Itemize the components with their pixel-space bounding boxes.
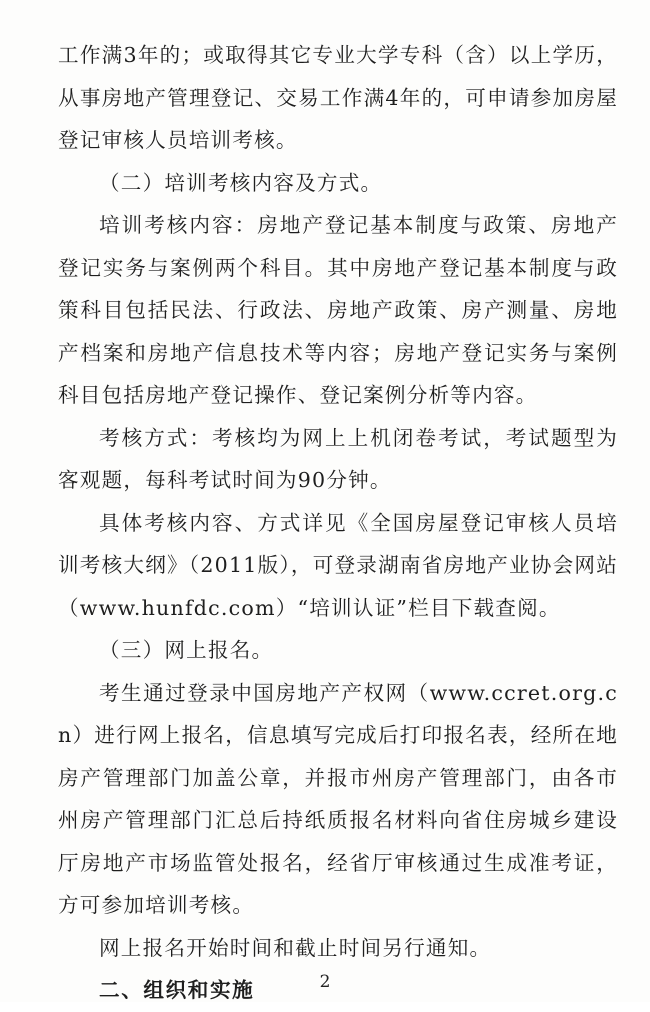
paragraph-registration-process: 考生通过登录中国房地产产权网（www.ccret.org.cn）进行网上报名，信息填写完成后打印报名表，经所在地房产管理部门加盖公章，并报市州房产管理部门，由各市州房产管理部门汇总后持纸质报名材料向省住房城乡建设厅房地产市场监管处报名，经省厅审核通过生成准考证，方可参加培训考核。 xyxy=(58,680,618,917)
paragraph-syllabus-reference: 具体考核内容、方式详见《全国房屋登记审核人员培训考核大纲》（2011版），可登录湖南省房地产业协会网站（www.hunfdc.com）“培训认证”栏目下载查阅。 xyxy=(58,510,618,620)
section-heading-organization: 二、组织和实施 xyxy=(99,978,255,1002)
page-number: 2 xyxy=(319,972,331,992)
section-heading-training-content: （二）培训考核内容及方式。 xyxy=(99,170,383,195)
paragraph-eligibility-continued: 工作满3年的；或取得其它专业大学专科（含）以上学历，从事房地产管理登记、交易工作满4年的，可申请参加房屋登记审核人员培训考核。 xyxy=(58,43,618,152)
paragraph-training-content: 培训考核内容：房地产登记基本制度与政策、房地产登记实务与案例两个科目。其中房地产登记基本制度与政策科目包括民法、行政法、房地产政策、房产测量、房地产档案和房地产信息技术等内容；房地产登记实务与案例科目包括房地产登记操作、登记案例分析等内容。 xyxy=(58,213,618,407)
section-heading-online-registration: （三）网上报名。 xyxy=(99,638,274,662)
paragraph-registration-dates: 网上报名开始时间和截止时间另行通知。 xyxy=(99,935,492,960)
paragraph-exam-method: 考核方式：考核均为网上上机闭卷考试，考试题型为客观题，每科考试时间为90分钟。 xyxy=(58,425,618,492)
document-body xyxy=(58,34,618,1012)
